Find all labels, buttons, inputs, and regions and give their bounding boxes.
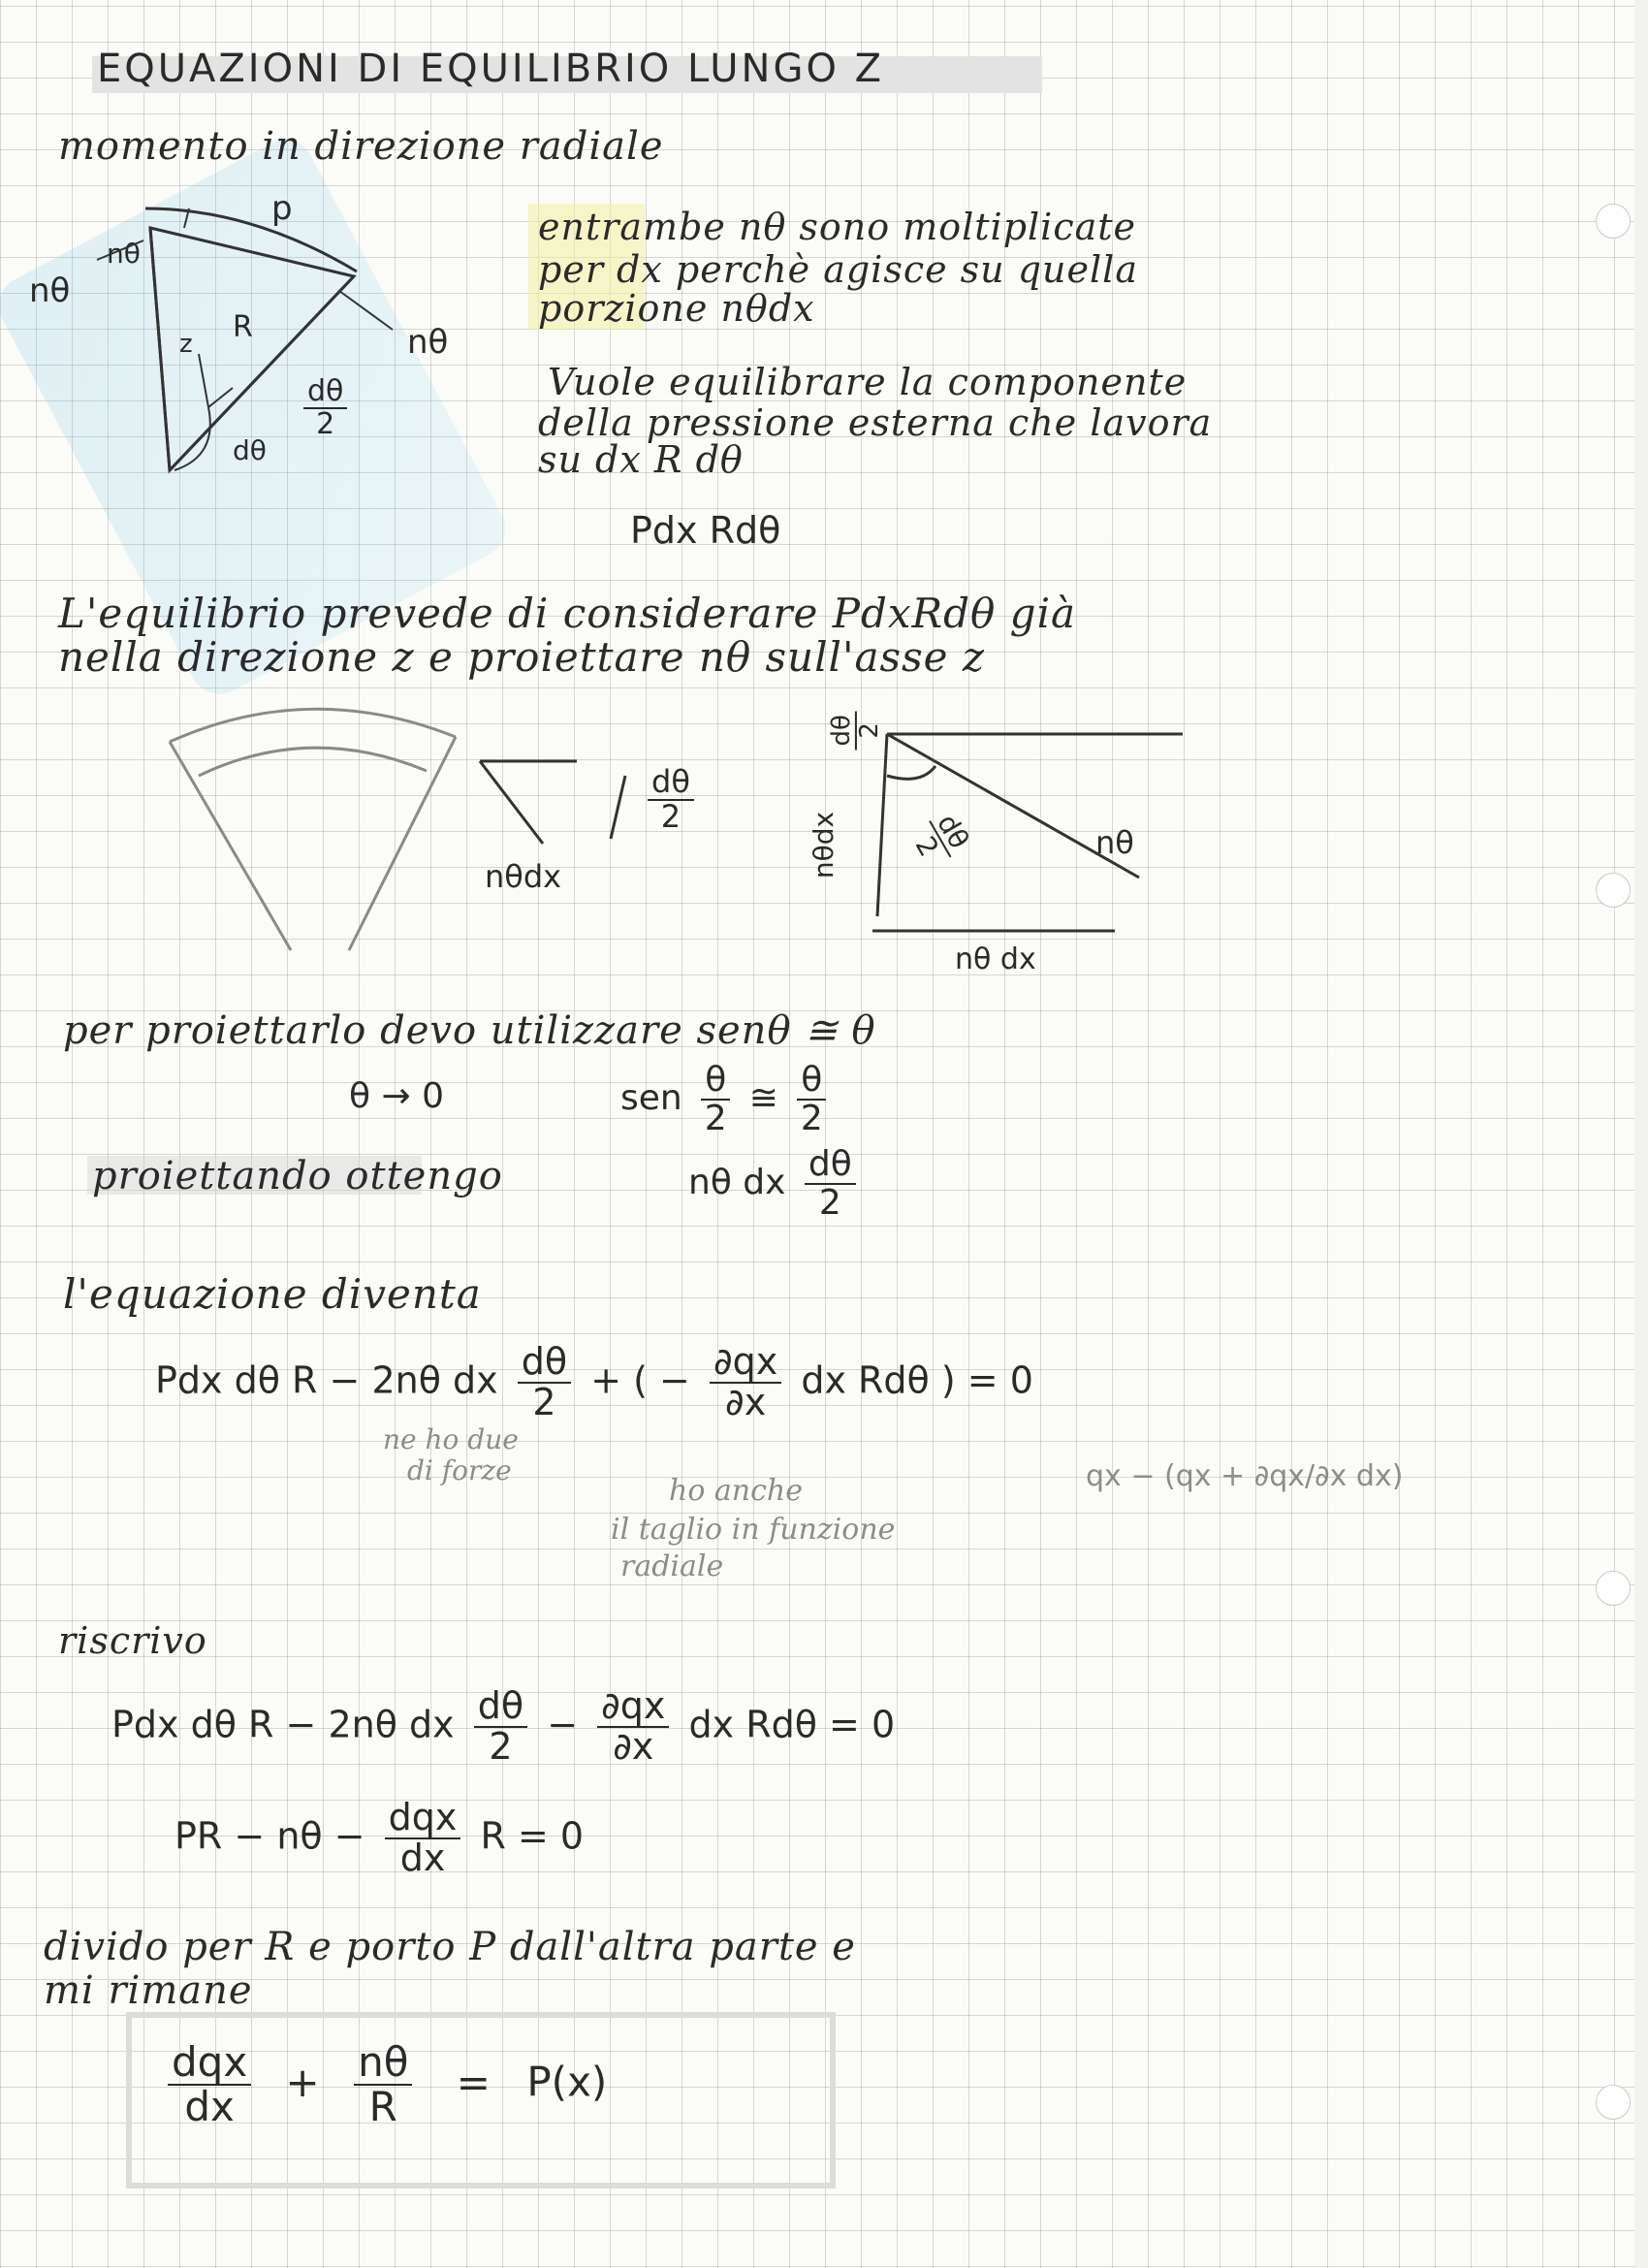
conclusion-line-1: divido per R e porto P dall'altra parte e	[44, 1925, 856, 1969]
rewritten-equation: Pdx dθ R − 2nθ dx $\frac{d\theta}{2}$ − $\frac{\partial qx}{\partial x}$ dx Rdθ = 0	[111, 1684, 896, 1768]
vertical-component-label: nθdx	[808, 811, 840, 879]
note-two-forces-2: di forze	[407, 1454, 512, 1486]
note-shear-1: ho anche	[669, 1474, 804, 1508]
note-line-6: su dx R dθ	[538, 438, 744, 481]
note-shear-2: il taglio in funzione	[611, 1513, 896, 1547]
small-angle-approximation: sen $\frac{\theta}{2}$ ≅ $\frac{\theta}{2}$	[620, 1062, 834, 1137]
projection-text: per proiettarlo devo utilizzare senθ ≅ θ	[63, 1008, 876, 1053]
pencil-arc-diagram	[170, 709, 456, 950]
paragraph-line-1: L'equilibrio prevede di considerare PdxRdθ già	[58, 590, 1077, 637]
limit-expression: θ → 0	[349, 1076, 444, 1116]
ntheta-left-label: nθ	[29, 272, 71, 310]
pressure-formula: Pdx Rdθ	[630, 509, 781, 552]
page-title: EQUAZIONI DI EQUILIBRIO LUNGO Z	[97, 47, 885, 91]
note-line-4: Vuole equilibrare la componente	[548, 361, 1188, 403]
inner-angle-label: dθ 2	[900, 800, 979, 878]
dtheta-label: dθ	[233, 434, 267, 466]
pressure-label: p	[271, 189, 293, 228]
note-line-3: porzione nθdx	[538, 287, 815, 330]
projection-result-text: proiettando ottengo	[92, 1154, 503, 1198]
note-line-2: per dx perchè agisce su quella	[538, 248, 1138, 291]
force-angle-label: $\frac{d\theta}{2}$	[640, 766, 702, 833]
final-equation: $\frac{\text{dqx}}{dx}$ + $\frac{n\theta}{R}$ = P(x)	[160, 2041, 607, 2128]
top-half-angle-label: dθ 2	[829, 703, 884, 757]
equation-label: l'equazione diventa	[63, 1270, 482, 1318]
equilibrium-equation: Pdx dθ R − 2nθ dx $\frac{d\theta}{2}$ + ( − $\frac{\partial qx}{\partial x}$ dx Rdθ ) = 0	[155, 1340, 1033, 1423]
bottom-component-label: nθ dx	[955, 942, 1036, 976]
paragraph-line-2: nella direzione z e proiettare nθ sull'asse z	[58, 633, 985, 681]
force-triangle	[480, 761, 625, 844]
ntheta-right-label: nθ	[407, 323, 449, 362]
simplified-equation: PR − nθ − $\frac{\text{dqx}}{dx}$ R = 0	[174, 1796, 585, 1879]
note-line-5: della pressione esterna che lavora	[538, 401, 1213, 444]
note-line-1: entrambe nθ sono moltiplicate	[538, 206, 1137, 248]
rewrite-label: riscrivo	[58, 1619, 207, 1662]
z-axis-label: z	[179, 330, 193, 359]
ntheta-outer-label: nθ	[107, 238, 141, 270]
force-nthetadx-label: nθdx	[485, 858, 562, 895]
half-angle-label: $\frac{d\theta}{2}$	[296, 376, 355, 439]
shear-difference-expression: qx − (qx + ∂qx/∂x dx)	[1086, 1459, 1404, 1493]
conclusion-line-2: mi rimane	[44, 1968, 253, 2013]
note-shear-3: radiale	[620, 1549, 724, 1583]
note-two-forces-1: ne ho due	[383, 1423, 519, 1455]
hypotenuse-label: nθ	[1095, 824, 1134, 861]
intro-line: momento in direzione radiale	[58, 124, 664, 169]
projection-result-expression: nθ dx $\frac{d\theta}{2}$	[688, 1146, 864, 1222]
radius-label: R	[233, 310, 253, 344]
